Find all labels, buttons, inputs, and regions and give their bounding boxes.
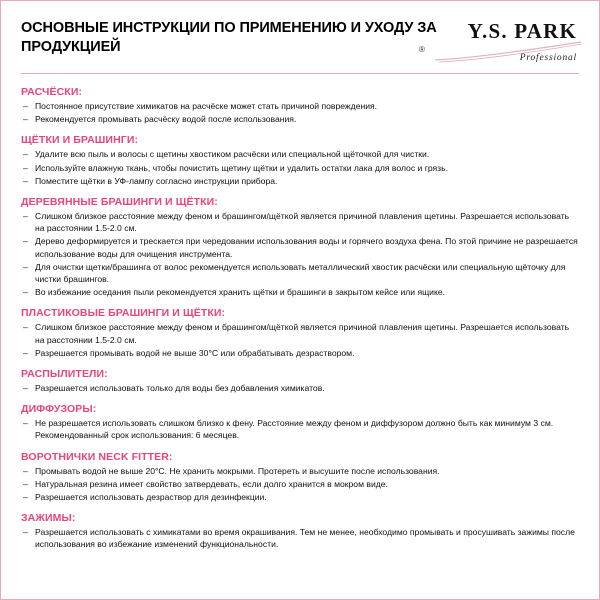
section-bullet-list [21,526,579,550]
list-item: – Слишком близкое расстояние между феном и брашингом/щёткой является причиной плавления щетины. Разрешается использовать на расстоянии 1.5-2.0 см. [21,210,579,234]
section-clips [21,512,579,550]
registered-mark-icon: ® [419,45,425,54]
section-title: РАСЧЁСКИ: [21,86,83,98]
list-item: – Во избежание оседания пыли рекомендуется хранить щётки и брашинги в закрытом кейсе или ящике. [21,286,579,298]
list-item: – Дерево деформируется и трескается при чередовании использования воды и горячего воздуха фена. По этой причине не разрешается использование воды для очищения инструмента. [21,235,579,259]
list-item: – Разрешается промывать водой не выше 30°С или обрабатывать дезраствором. [21,347,579,359]
list-item: – Используйте влажную ткань, чтобы почистить щетину щётки и удалить остатки лака для волос и грязь. [21,162,579,174]
section-wooden-brushes [21,196,579,298]
list-item: – Промывать водой не выше 20°С. Не хранить мокрыми. Протереть и высушите после использования. [21,465,579,477]
section-brushes [21,134,579,187]
list-item: – Рекомендуется промывать расчёску водой после использования. [21,113,579,125]
section-bullet-list [21,417,579,441]
section-title: ВОРОТНИЧКИ NECK FITTER: [21,450,173,463]
section-diffusers [21,403,579,441]
section-bullet-list [21,465,579,504]
list-item: – Разрешается использовать с химикатами во время окрашивания. Тем не менее, необходимо промывать и просушивать зажимы после использования во избежание изменений функциональности. [21,526,579,550]
list-item: – Разрешается использовать дезраствор для дезинфекции. [21,491,579,503]
section-sprayers [21,368,579,394]
list-item: – Слишком близкое расстояние между феном и брашингом/щёткой является причиной плавления щетины. Разрешается использовать на расстоянии 1.5-2.0 см. [21,321,579,345]
section-title: ЩЁТКИ И БРАШИНГИ: [21,134,139,147]
list-item: – Натуральная резина имеет свойство затвердевать, если долго хранится в мокром виде. [21,478,579,490]
list-item: – Не разрешается использовать слишком близко к фену. Расстояние между феном и диффузором должно быть как минимум 3 см. Рекомендованный срок использования: 6 месяцев. [21,417,579,441]
section-title: ПЛАСТИКОВЫЕ БРАШИНГИ И ЩЁТКИ: [21,307,226,320]
section-combs [21,86,579,125]
section-bullet-list [21,210,579,298]
document-header [21,19,579,74]
instructions-content [21,84,579,551]
section-bullet-list [21,321,579,359]
brand-logo [419,19,579,63]
list-item: – Для очистки щетки/брашинга от волос рекомендуется использовать металлический хвостик расчёски или специальную щёточку для чистки брашингов. [21,261,579,285]
section-title: ДИФФУЗОРЫ: [21,403,97,416]
section-title: ЗАЖИМЫ: [21,512,76,525]
brand-tagline: Professional [519,53,577,63]
list-item: – Разрешается использовать только для воды без добавления химикатов. [21,382,579,394]
section-plastic-brushes [21,307,579,359]
section-bullet-list [21,100,579,125]
section-neck-fitter [21,451,579,504]
section-bullet-list [21,148,579,187]
section-title: ДЕРЕВЯННЫЕ БРАШИНГИ И ЩЁТКИ: [21,196,218,209]
section-title: РАСПЫЛИТЕЛИ: [21,368,108,381]
list-item: – Поместите щётки в УФ-лампу согласно инструкции прибора. [21,175,579,187]
page-title: ОСНОВНЫЕ ИНСТРУКЦИИ ПО ПРИМЕНЕНИЮ И УХОДУ ЗА ПРОДУКЦИЕЙ [21,20,437,55]
section-bullet-list [21,382,579,394]
brand-name: Y.S. PARK [467,19,577,43]
list-item: – Удалите всю пыль и волосы с щетины хвостиком расчёски или специальной щёточкой для чистки. [21,148,579,160]
list-item: – Постоянное присутствие химикатов на расчёске может стать причиной повреждения. [21,100,579,112]
